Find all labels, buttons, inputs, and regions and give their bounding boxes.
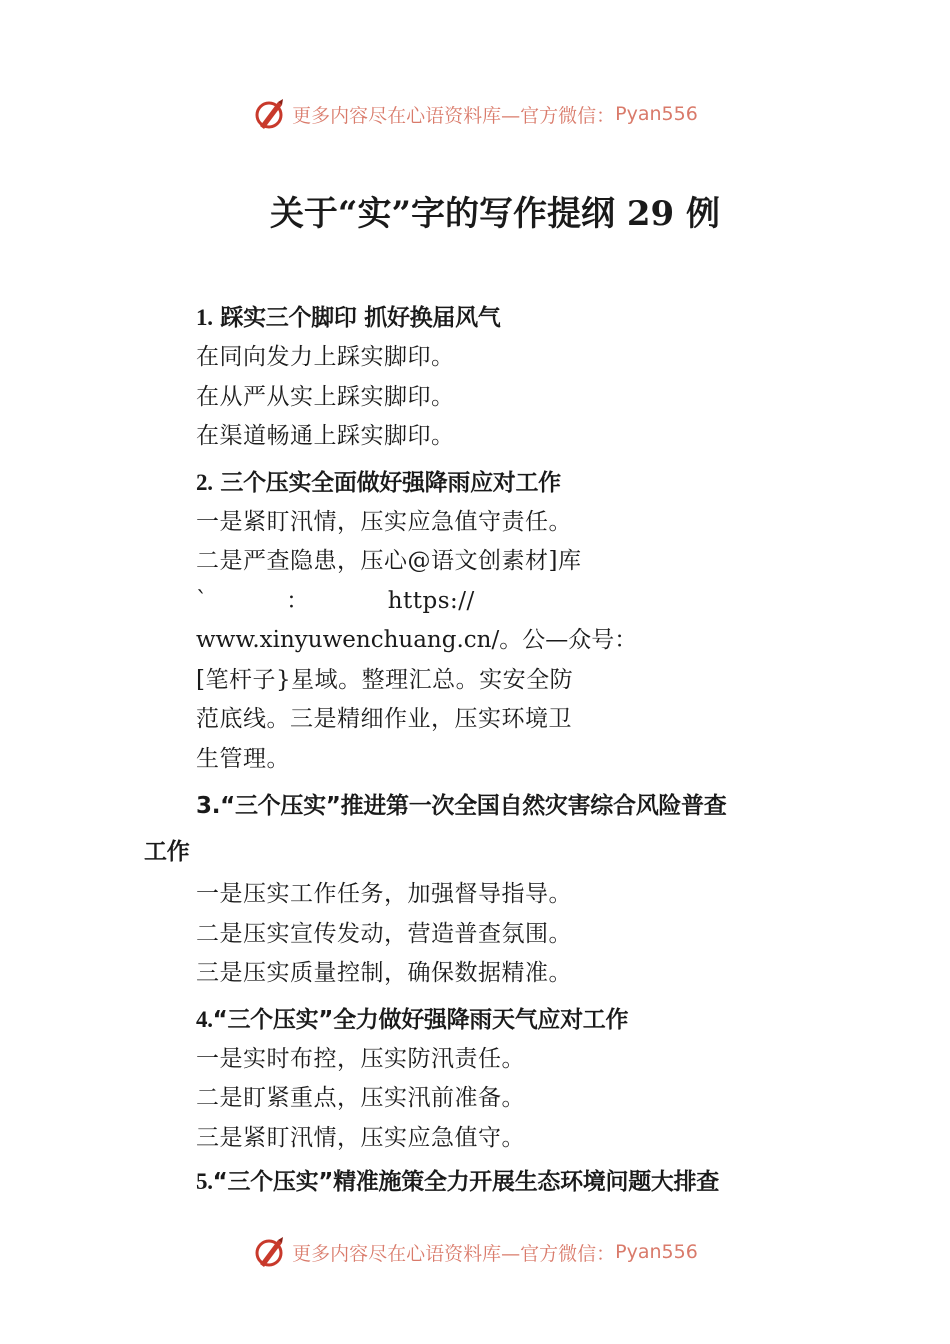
header-banner — [0, 94, 950, 134]
section-heading: 4.“三个压实”全力做好强降雨天气应对工作 — [196, 1006, 629, 1033]
section-heading: 3.“三个压实”推进第一次全国自然灾害综合风险普查 工作 — [144, 793, 727, 865]
section-line: 三是压实质量控制，确保数据精准。 — [196, 960, 572, 986]
section-line: ` ： https:// — [196, 587, 475, 614]
section-line: www.xinyuwenchuang.cn/。公—众号： — [196, 627, 638, 653]
section-line: 一是实时布控，压实防汛责任。 — [196, 1045, 525, 1072]
section-heading: 1. 踩实三个脚印 抓好换届风气 — [196, 305, 501, 331]
pen-logo-icon — [252, 96, 288, 132]
banner-wechat-id: Pyan556 — [615, 1241, 698, 1263]
section-heading: 2. 三个压实全面做好强降雨应对工作 — [196, 469, 561, 496]
banner-wechat-id: Pyan556 — [615, 103, 698, 125]
section-line: 三是紧盯汛情，压实应急值守。 — [196, 1124, 525, 1151]
banner-text: 更多内容尽在心语资料库—官方微信： — [292, 104, 616, 127]
footer-banner — [0, 1232, 950, 1272]
section-line: 一是压实工作任务，加强督导指导。 — [196, 881, 572, 907]
pen-logo-icon — [252, 1234, 288, 1270]
section-line: 生管理。 — [196, 745, 290, 772]
document-body — [144, 298, 796, 1202]
page-title: 关于“实”字的写作提纲 29 例 — [269, 194, 721, 234]
section-heading: 5.“三个压实”精准施策全力开展生态环境问题大排查 — [196, 1169, 719, 1195]
section-line: 二是严查隐患，压心@语文创素材]库 — [196, 548, 582, 574]
section-line: 二是压实宣传发动，营造普查氛围。 — [196, 920, 572, 947]
section-line: 在同向发力上踩实脚印。 — [196, 344, 455, 370]
section-line: 在从严从实上踩实脚印。 — [196, 383, 455, 410]
section-line: 在渠道畅通上踩实脚印。 — [196, 423, 455, 449]
section-line: 范底线。三是精细作业，压实环境卫 — [196, 706, 572, 732]
banner-text: 更多内容尽在心语资料库—官方微信： — [292, 1242, 616, 1265]
section-line: [笔杆子}星域。整理汇总。实安全防 — [196, 666, 574, 693]
section-line: 二是盯紧重点，压实汛前准备。 — [196, 1085, 525, 1111]
section-line: 一是紧盯汛情，压实应急值守责任。 — [196, 508, 572, 535]
